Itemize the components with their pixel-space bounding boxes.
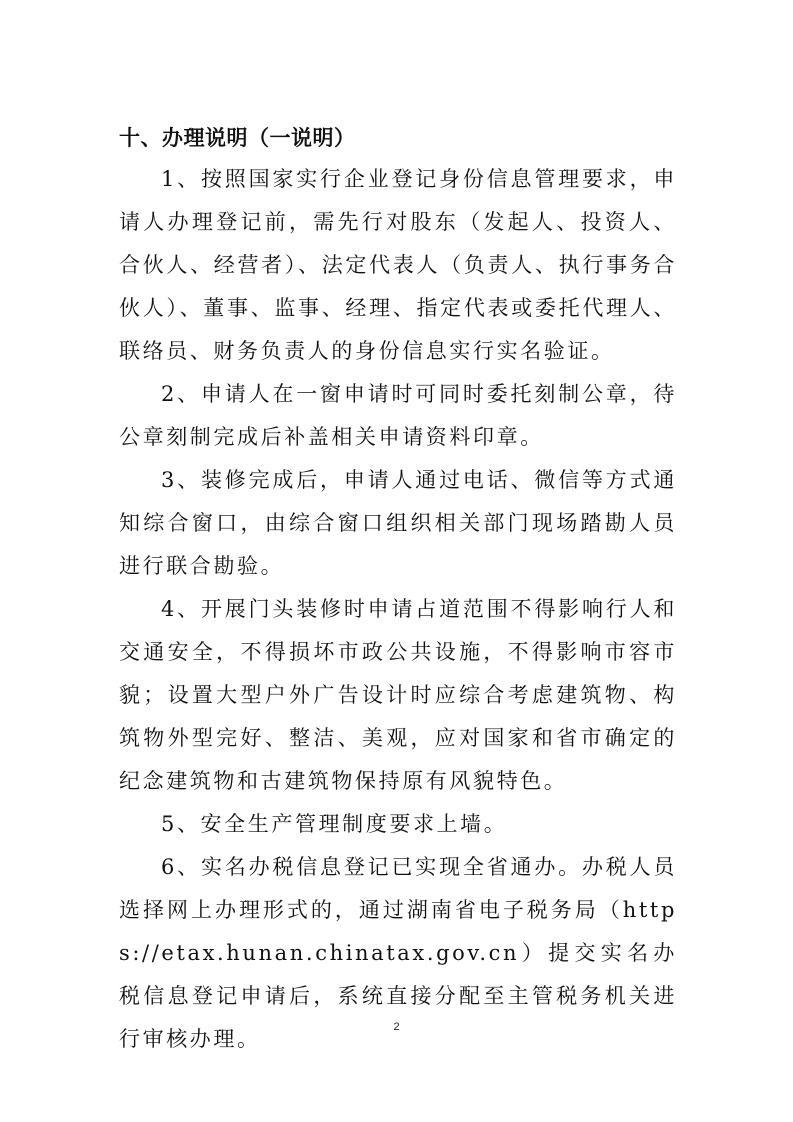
paragraph-4: 4、开展门头装修时申请占道范围不得影响行人和交通安全，不得损坏市政公共设施，不得影响市容市貌；设置大型户外广告设计时应综合考虑建筑物、构筑物外型完好、整洁、美观，应对国家和省市确定的纪念建筑物和古建筑物保持原有风貌特色。 <box>119 597 677 793</box>
paragraph-1: 1、按照国家实行企业登记身份信息管理要求，申请人办理登记前，需先行对股东（发起人、投资人、合伙人、经营者）、法定代表人（负责人、执行事务合伙人）、董事、监事、经理、指定代表或委托代理人、联络员、财务负责人的身份信息实行实名验证。 <box>119 167 677 363</box>
paragraph-3: 3、装修完成后，申请人通过电话、微信等方式通知综合窗口，由综合窗口组织相关部门现场踏勘人员进行联合勘验。 <box>119 468 677 578</box>
section-heading: 十、办理说明（一说明） <box>119 126 356 150</box>
page-number: 2 <box>393 1021 400 1033</box>
paragraph-2: 2、申请人在一窗申请时可同时委托刻制公章，待公章刻制完成后补盖相关申请资料印章。 <box>119 382 677 449</box>
paragraph-5: 5、安全生产管理制度要求上墙。 <box>161 812 508 836</box>
document-body <box>119 158 677 1061</box>
paragraph-6: 6、实名办税信息登记已实现全省通办。办税人员选择网上办理形式的，通过湖南省电子税务局（https://etax.hunan.chinatax.gov.cn）提交实名办税信息登记申请后，系统直接分配至主管税务机关进行审核办理。 <box>119 855 677 1051</box>
